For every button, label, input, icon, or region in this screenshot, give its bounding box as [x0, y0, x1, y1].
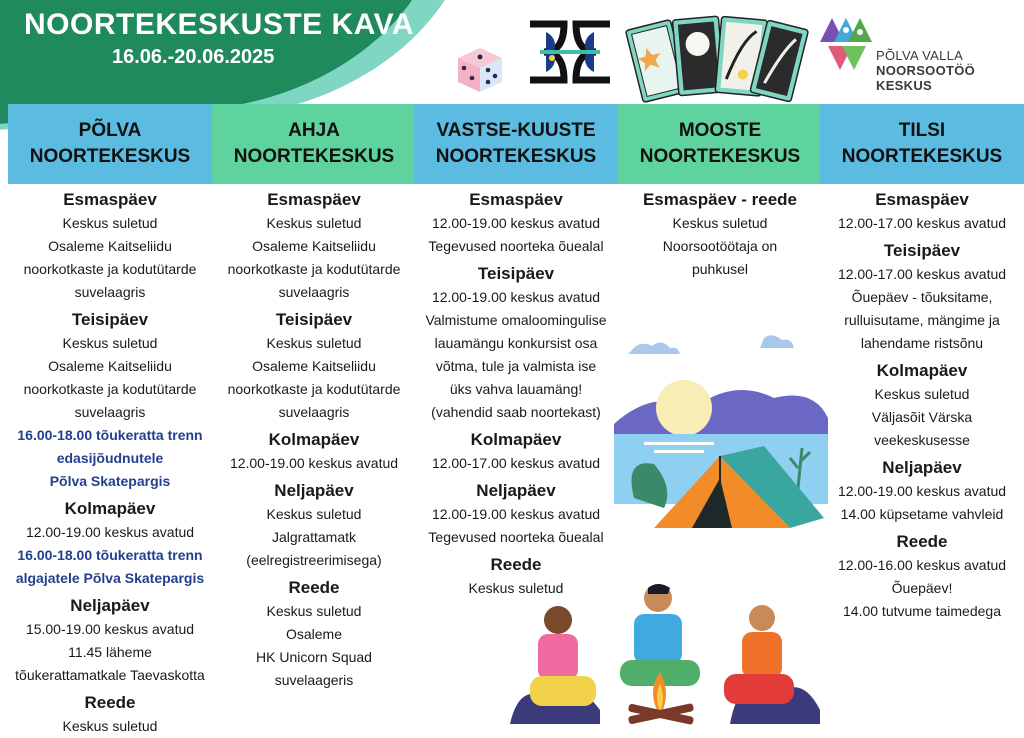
- schedule-line: Osaleme Kaitseliidu: [48, 238, 172, 254]
- column-header: [8, 104, 212, 184]
- day-heading: Neljapäev: [882, 458, 962, 477]
- schedule-line: veekeskusesse: [874, 432, 970, 448]
- column-title-line-2: NOORTEKESKUS: [233, 146, 395, 167]
- schedule-line: suvelaageris: [274, 672, 354, 688]
- tarot-cards-icon: [628, 10, 804, 104]
- column-header: [618, 104, 822, 184]
- schedule-line: Jalgrattamatk: [271, 529, 357, 545]
- highlight-line: algajatele Põlva Skatepargis: [15, 570, 205, 586]
- polva-valla-logo: [818, 12, 1018, 96]
- day-heading: Esmaspäev: [469, 190, 563, 209]
- column-title-line-2: NOORTEKESKUS: [841, 146, 1003, 167]
- schedule-line: 12.00-17.00 keskus avatud: [837, 215, 1007, 231]
- column-title-line-2: NOORTEKESKUS: [29, 146, 191, 167]
- column-vastse-kuuste: [414, 104, 618, 600]
- schedule-line: suvelaagris: [278, 284, 350, 300]
- schedule-line: 14.00 küpsetame vahvleid: [840, 506, 1004, 522]
- schedule-line: Noorsootöötaja on: [662, 238, 778, 254]
- column-ahja: [212, 104, 416, 692]
- schedule-line: Õuepäev - tõuksitame,: [851, 289, 993, 305]
- schedule-line: Osaleme Kaitseliidu: [252, 238, 376, 254]
- schedule-line: Keskus suletud: [62, 215, 158, 231]
- schedule-line: üks vahva lauamäng!: [449, 381, 583, 397]
- schedule-line: 15.00-19.00 keskus avatud: [25, 621, 195, 637]
- schedule-line: Keskus suletud: [874, 386, 970, 402]
- schedule-line: 12.00-16.00 keskus avatud: [837, 557, 1007, 573]
- schedule-line: noorkotkaste ja kodutütarde: [227, 381, 401, 397]
- day-heading: Neljapäev: [274, 481, 354, 500]
- day-heading: Teisipäev: [883, 241, 961, 260]
- column-tilsi: [820, 104, 1024, 623]
- schedule-line: rulluisutame, mängime ja: [844, 312, 1000, 328]
- schedule-line: Valmistume omaloomingulise: [425, 312, 607, 328]
- page-title: NOORTEKESKUSTE KAVA: [24, 8, 415, 41]
- column-header: [820, 104, 1024, 184]
- highlight-line: Põlva Skatepargis: [49, 473, 171, 489]
- schedule-line: noorkotkaste ja kodutütarde: [23, 381, 197, 397]
- column-title-line-1: VASTSE-KUUSTE: [436, 120, 596, 141]
- schedule-line: Keskus suletud: [62, 718, 158, 734]
- schedule-line: lauamängu konkursist osa: [434, 335, 598, 351]
- highlight-line: 16.00-18.00 tõukeratta trenn: [17, 427, 203, 443]
- schedule-line: noorkotkaste ja kodutütarde: [23, 261, 197, 277]
- schedule-line: suvelaagris: [74, 404, 146, 420]
- column-polva: [8, 104, 212, 738]
- schedule-line: 12.00-19.00 keskus avatud: [431, 289, 601, 305]
- schedule-line: Keskus suletud: [62, 335, 158, 351]
- schedule-line: Keskus suletud: [266, 215, 362, 231]
- schedule-line: 12.00-19.00 keskus avatud: [431, 215, 601, 231]
- schedule-line: Õuepäev!: [891, 580, 953, 596]
- schedule-line: 12.00-19.00 keskus avatud: [837, 483, 1007, 499]
- highlight-line: 16.00-18.00 tõukeratta trenn: [17, 547, 203, 563]
- column-header: [414, 104, 618, 184]
- day-heading: Neljapäev: [476, 481, 556, 500]
- schedule-line: lahendame ristsõnu: [860, 335, 984, 351]
- day-heading: Kolmapäev: [470, 430, 562, 449]
- day-heading: Kolmapäev: [876, 361, 968, 380]
- campfire-scene-illustration: [510, 580, 820, 724]
- schedule-line: Osaleme Kaitseliidu: [252, 358, 376, 374]
- column-header: [212, 104, 416, 184]
- schedule-line: puhkusel: [691, 261, 749, 277]
- day-heading: Esmaspäev: [875, 190, 969, 209]
- schedule-line: Keskus suletud: [672, 215, 768, 231]
- schedule-line: Osaleme Kaitseliidu: [48, 358, 172, 374]
- schedule-line: (vahendid saab noortekast): [431, 404, 601, 420]
- logo-line-3: KESKUS: [876, 78, 932, 93]
- day-heading: Reede: [84, 693, 136, 712]
- hourglass-logo-icon: [524, 18, 616, 86]
- page-dates: 16.06.-20.06.2025: [112, 46, 275, 68]
- day-heading: Esmaspäev: [63, 190, 157, 209]
- column-title-line-1: TILSI: [898, 120, 946, 141]
- tent-illustration: [614, 338, 828, 562]
- schedule-line: suvelaagris: [278, 404, 350, 420]
- schedule-line: 11.45 läheme: [68, 644, 152, 660]
- schedule-line: Keskus suletud: [266, 506, 362, 522]
- column-title-line-2: NOORTEKESKUS: [639, 146, 801, 167]
- schedule-line: Osaleme: [285, 626, 343, 642]
- schedule-line: Tegevused noorteka õuealal: [428, 238, 604, 254]
- day-heading: Reede: [896, 532, 948, 551]
- day-heading: Teisipäev: [71, 310, 149, 329]
- day-heading: Esmaspäev - reede: [642, 190, 798, 209]
- schedule-line: 14.00 tutvume taimedega: [843, 603, 1001, 619]
- column-title-line-2: NOORTEKESKUS: [435, 146, 597, 167]
- schedule-line: Keskus suletud: [266, 335, 362, 351]
- schedule-line: Keskus suletud: [266, 603, 362, 619]
- schedule-line: HK Unicorn Squad: [256, 649, 372, 665]
- schedule-line: noorkotkaste ja kodutütarde: [227, 261, 401, 277]
- column-title-line-1: AHJA: [288, 120, 340, 141]
- schedule-line: (eelregistreerimisega): [246, 552, 382, 568]
- logo-line-1: PÕLVA VALLA: [876, 48, 964, 63]
- day-heading: Esmaspäev: [267, 190, 361, 209]
- triangle-logo-icon: [818, 12, 874, 82]
- schedule-line: Tegevused noorteka õuealal: [428, 529, 604, 545]
- day-heading: Kolmapäev: [268, 430, 360, 449]
- schedule-line: võtma, tule ja valmista ise: [435, 358, 597, 374]
- schedule-line: Keskus suletud: [468, 580, 564, 596]
- highlight-line: edasijõudnutele: [56, 450, 164, 466]
- schedule-line: tõukerattamatkale Taevaskotta: [15, 667, 205, 683]
- schedule-line: Väljasõit Värska: [871, 409, 973, 425]
- column-title-line-1: MOOSTE: [678, 120, 762, 141]
- schedule-line: 12.00-19.00 keskus avatud: [25, 524, 195, 540]
- schedule-line: 12.00-19.00 keskus avatud: [229, 455, 399, 471]
- column-title-line-1: PÕLVA: [78, 120, 142, 141]
- schedule-line: 12.00-17.00 keskus avatud: [431, 455, 601, 471]
- column-mooste: [618, 104, 822, 281]
- day-heading: Kolmapäev: [64, 499, 156, 518]
- schedule-line: 12.00-17.00 keskus avatud: [837, 266, 1007, 282]
- day-heading: Teisipäev: [477, 264, 555, 283]
- logo-text: [876, 48, 975, 93]
- schedule-line: 12.00-19.00 keskus avatud: [431, 506, 601, 522]
- day-heading: Teisipäev: [275, 310, 353, 329]
- logo-line-2: NOORSOOTÖÖ: [876, 63, 976, 78]
- day-heading: Reede: [490, 555, 542, 574]
- schedule-line: suvelaagris: [74, 284, 146, 300]
- day-heading: Reede: [288, 578, 340, 597]
- dice-icon: [450, 38, 508, 96]
- day-heading: Neljapäev: [70, 596, 150, 615]
